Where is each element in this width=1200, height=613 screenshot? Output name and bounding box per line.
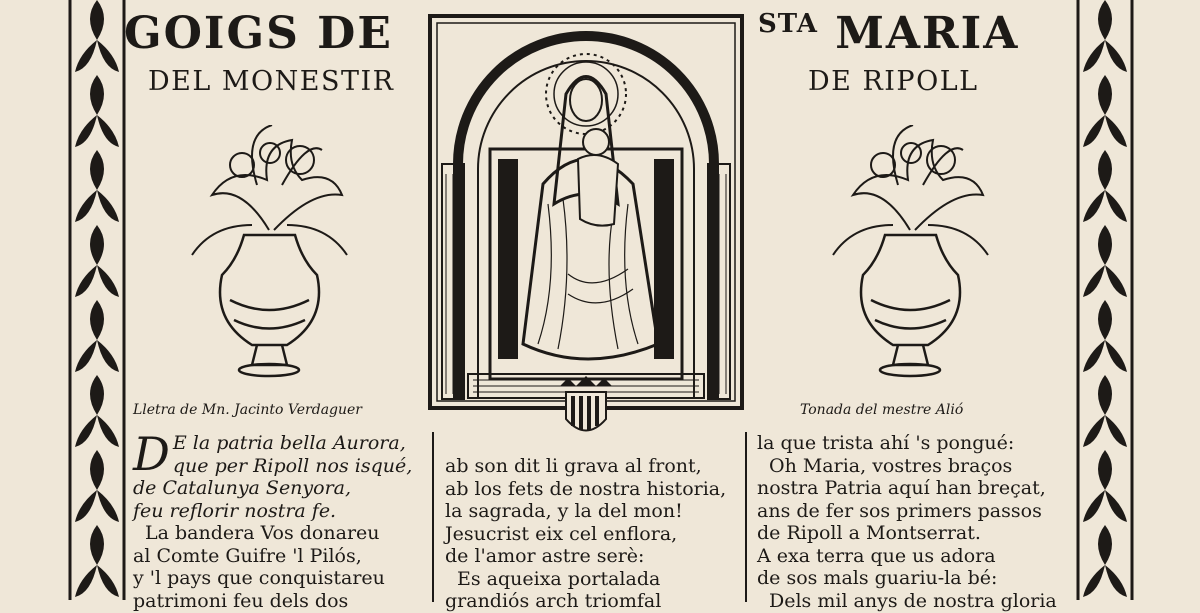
verse-line: ab los fets de nostra historia, (445, 477, 727, 500)
verse-line: Jesucrist eix cel enflora, (445, 522, 678, 545)
verse-line: ans de fer sos primers passos (757, 499, 1042, 522)
column-rule-right (745, 432, 747, 602)
verse-line: patrimoni feu dels dos (133, 589, 349, 612)
verse-line: Oh Maria, vostres braços (769, 454, 1013, 477)
verse-line: de sos mals guariu-la bé: (757, 567, 998, 589)
drop-cap: D (133, 427, 170, 481)
verse-line: al Comte Guifre 'l Pilós, (133, 544, 362, 567)
left-floral-border (62, 0, 132, 600)
column-rule-left (432, 432, 434, 602)
verse-line: la sagrada, y la del mon! (445, 500, 683, 522)
verse-line: y 'l pays que conquistareu (133, 567, 385, 589)
verse-line: de Ripoll a Montserrat. (757, 522, 981, 544)
verse-line: La bandera Vos donareu (145, 522, 380, 544)
verse-line: A exa terra que us adora (757, 544, 996, 567)
title-sta-superscript: STA (758, 9, 818, 39)
right-floral-border (1070, 0, 1140, 600)
verse-line: Es aqueixa portalada (457, 567, 661, 590)
verse-column-3 (757, 432, 1067, 612)
flower-vase-left (182, 125, 357, 380)
verse-line: grandiós arch triomfal (445, 590, 662, 612)
subtitle-monestir: DEL MONESTIR (148, 66, 395, 97)
flower-vase-right (823, 125, 998, 380)
title-sta-maria (758, 8, 1019, 59)
verse-line: E la patria bella Aurora, (172, 432, 406, 454)
verse-line: de l'amor astre serè: (445, 545, 645, 567)
verse-line: ab son dit li grava al front, (445, 455, 702, 477)
verse-line: Dels mil anys de nostra gloria (769, 589, 1057, 612)
verse-line: la que trista ahí 's pongué: (757, 432, 1015, 454)
music-credit: Tonada del mestre Alió (800, 402, 964, 418)
lyrics-credit: Lletra de Mn. Jacinto Verdaguer (133, 402, 362, 418)
verse-line: feu reflorir nostra fe. (133, 499, 337, 522)
verse-line: que per Ripoll nos isqué, (172, 454, 413, 477)
verse-line: nostra Patria aquí han breçat, (757, 477, 1046, 499)
verse-line: de Catalunya Senyora, (133, 477, 352, 499)
title-maria: MARIA (835, 8, 1020, 59)
madonna-woodcut (428, 14, 744, 444)
title-goigs-de: GOIGS DE (124, 8, 393, 59)
subtitle-ripoll: DE RIPOLL (808, 66, 979, 97)
verse-column-2 (445, 455, 745, 613)
verse-column-1 (133, 427, 423, 612)
